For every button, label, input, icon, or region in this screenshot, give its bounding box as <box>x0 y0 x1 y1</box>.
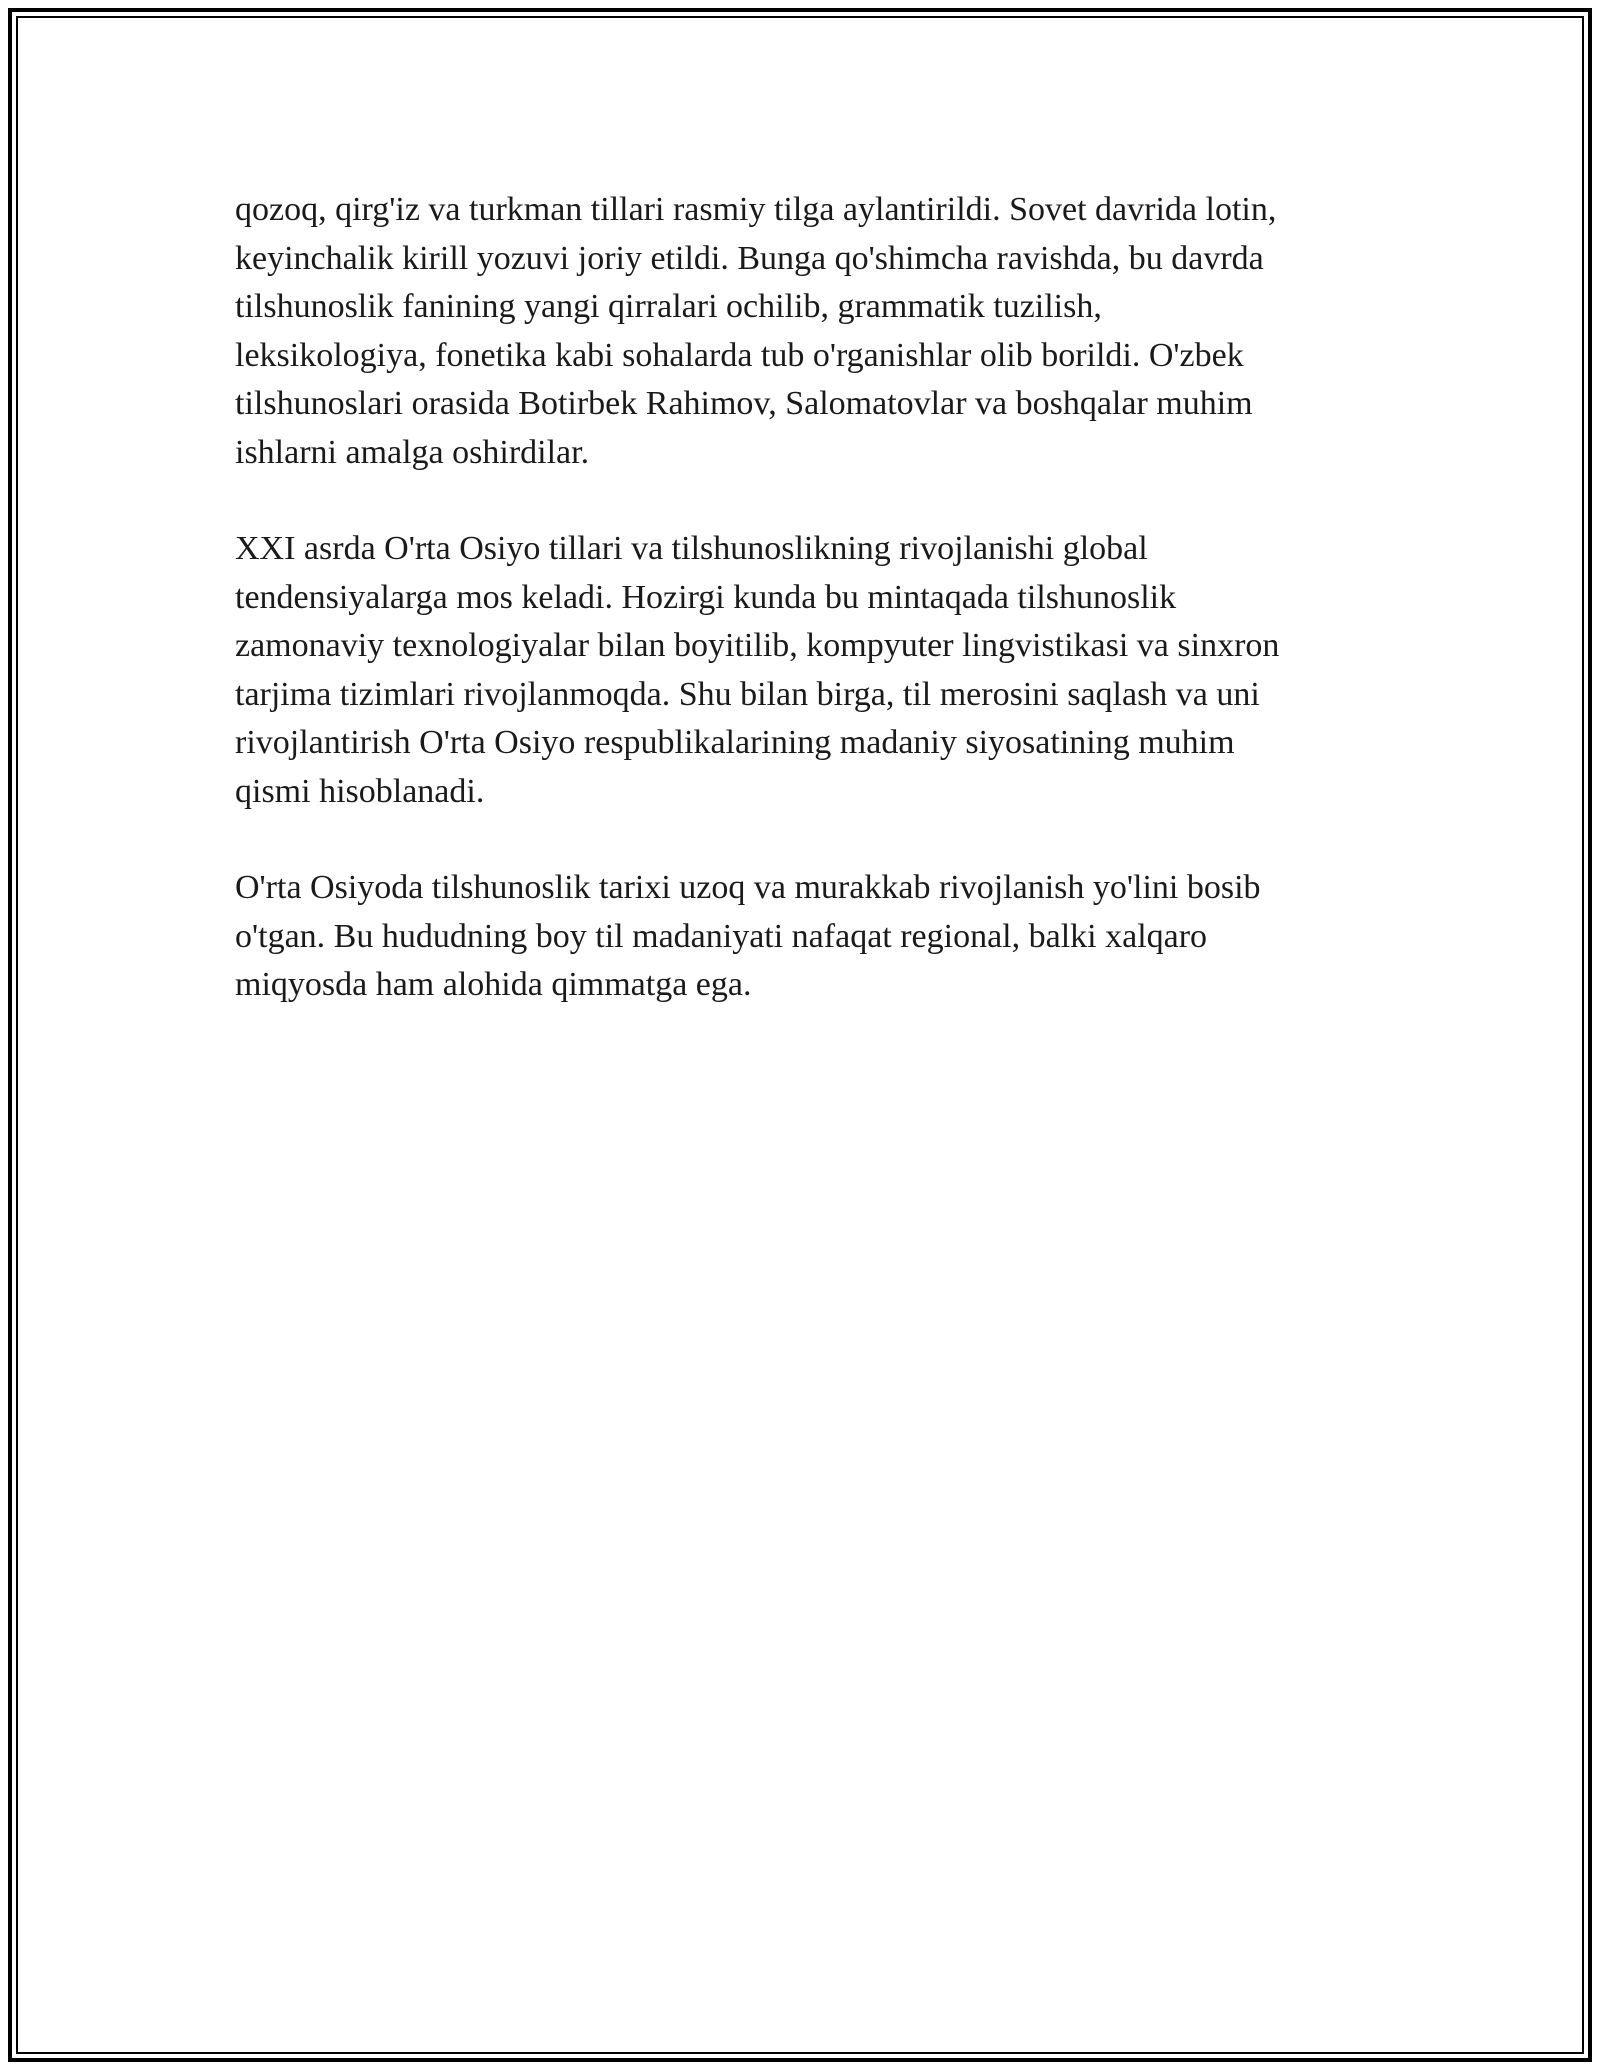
paragraph-21st-century: XXI asrda O'rta Osiyo tillari va tilshunoslikning rivojlanishi global tendensiyalarga mos keladi. Hozirgi kunda bu mintaqada tilshunoslik zamonaviy texnologiyalar bilan boyitilib, kompyuter lingvistikasi va sinxron tarjima tizimlari rivojlanmoqda. Shu bilan birga, til merosini saqlash va uni rivojlantirish O'rta Osiyo respublikalarining madaniy siyosatining muhim qismi hisoblanadi. <box>235 530 1280 810</box>
paragraph-soviet-period: qozoq, qirg'iz va turkman tillari rasmiy tilga aylantirildi. Sovet davrida lotin, keyinchalik kirill yozuvi joriy etildi. Bunga qo'shimcha ravishda, bu davrda tilshunoslik fanining yangi qirralari ochilib, grammatik tuzilish, leksikologiya, fonetika kabi sohalarda tub o'rganishlar olib borildi. O'zbek tilshunoslari orasida Botirbek Rahimov, Salomatovlar va boshqalar muhim ishlarni amalga oshirdilar. <box>235 191 1277 471</box>
paragraph-conclusion: O'rta Osiyoda tilshunoslik tarixi uzoq va murakkab rivojlanish yo'lini bosib o'tgan. Bu hududning boy til madaniyati nafaqat regional, balki xalqaro miqyosda ham alohida qimmatga ega. <box>235 869 1261 1003</box>
document-body <box>235 186 1395 1058</box>
